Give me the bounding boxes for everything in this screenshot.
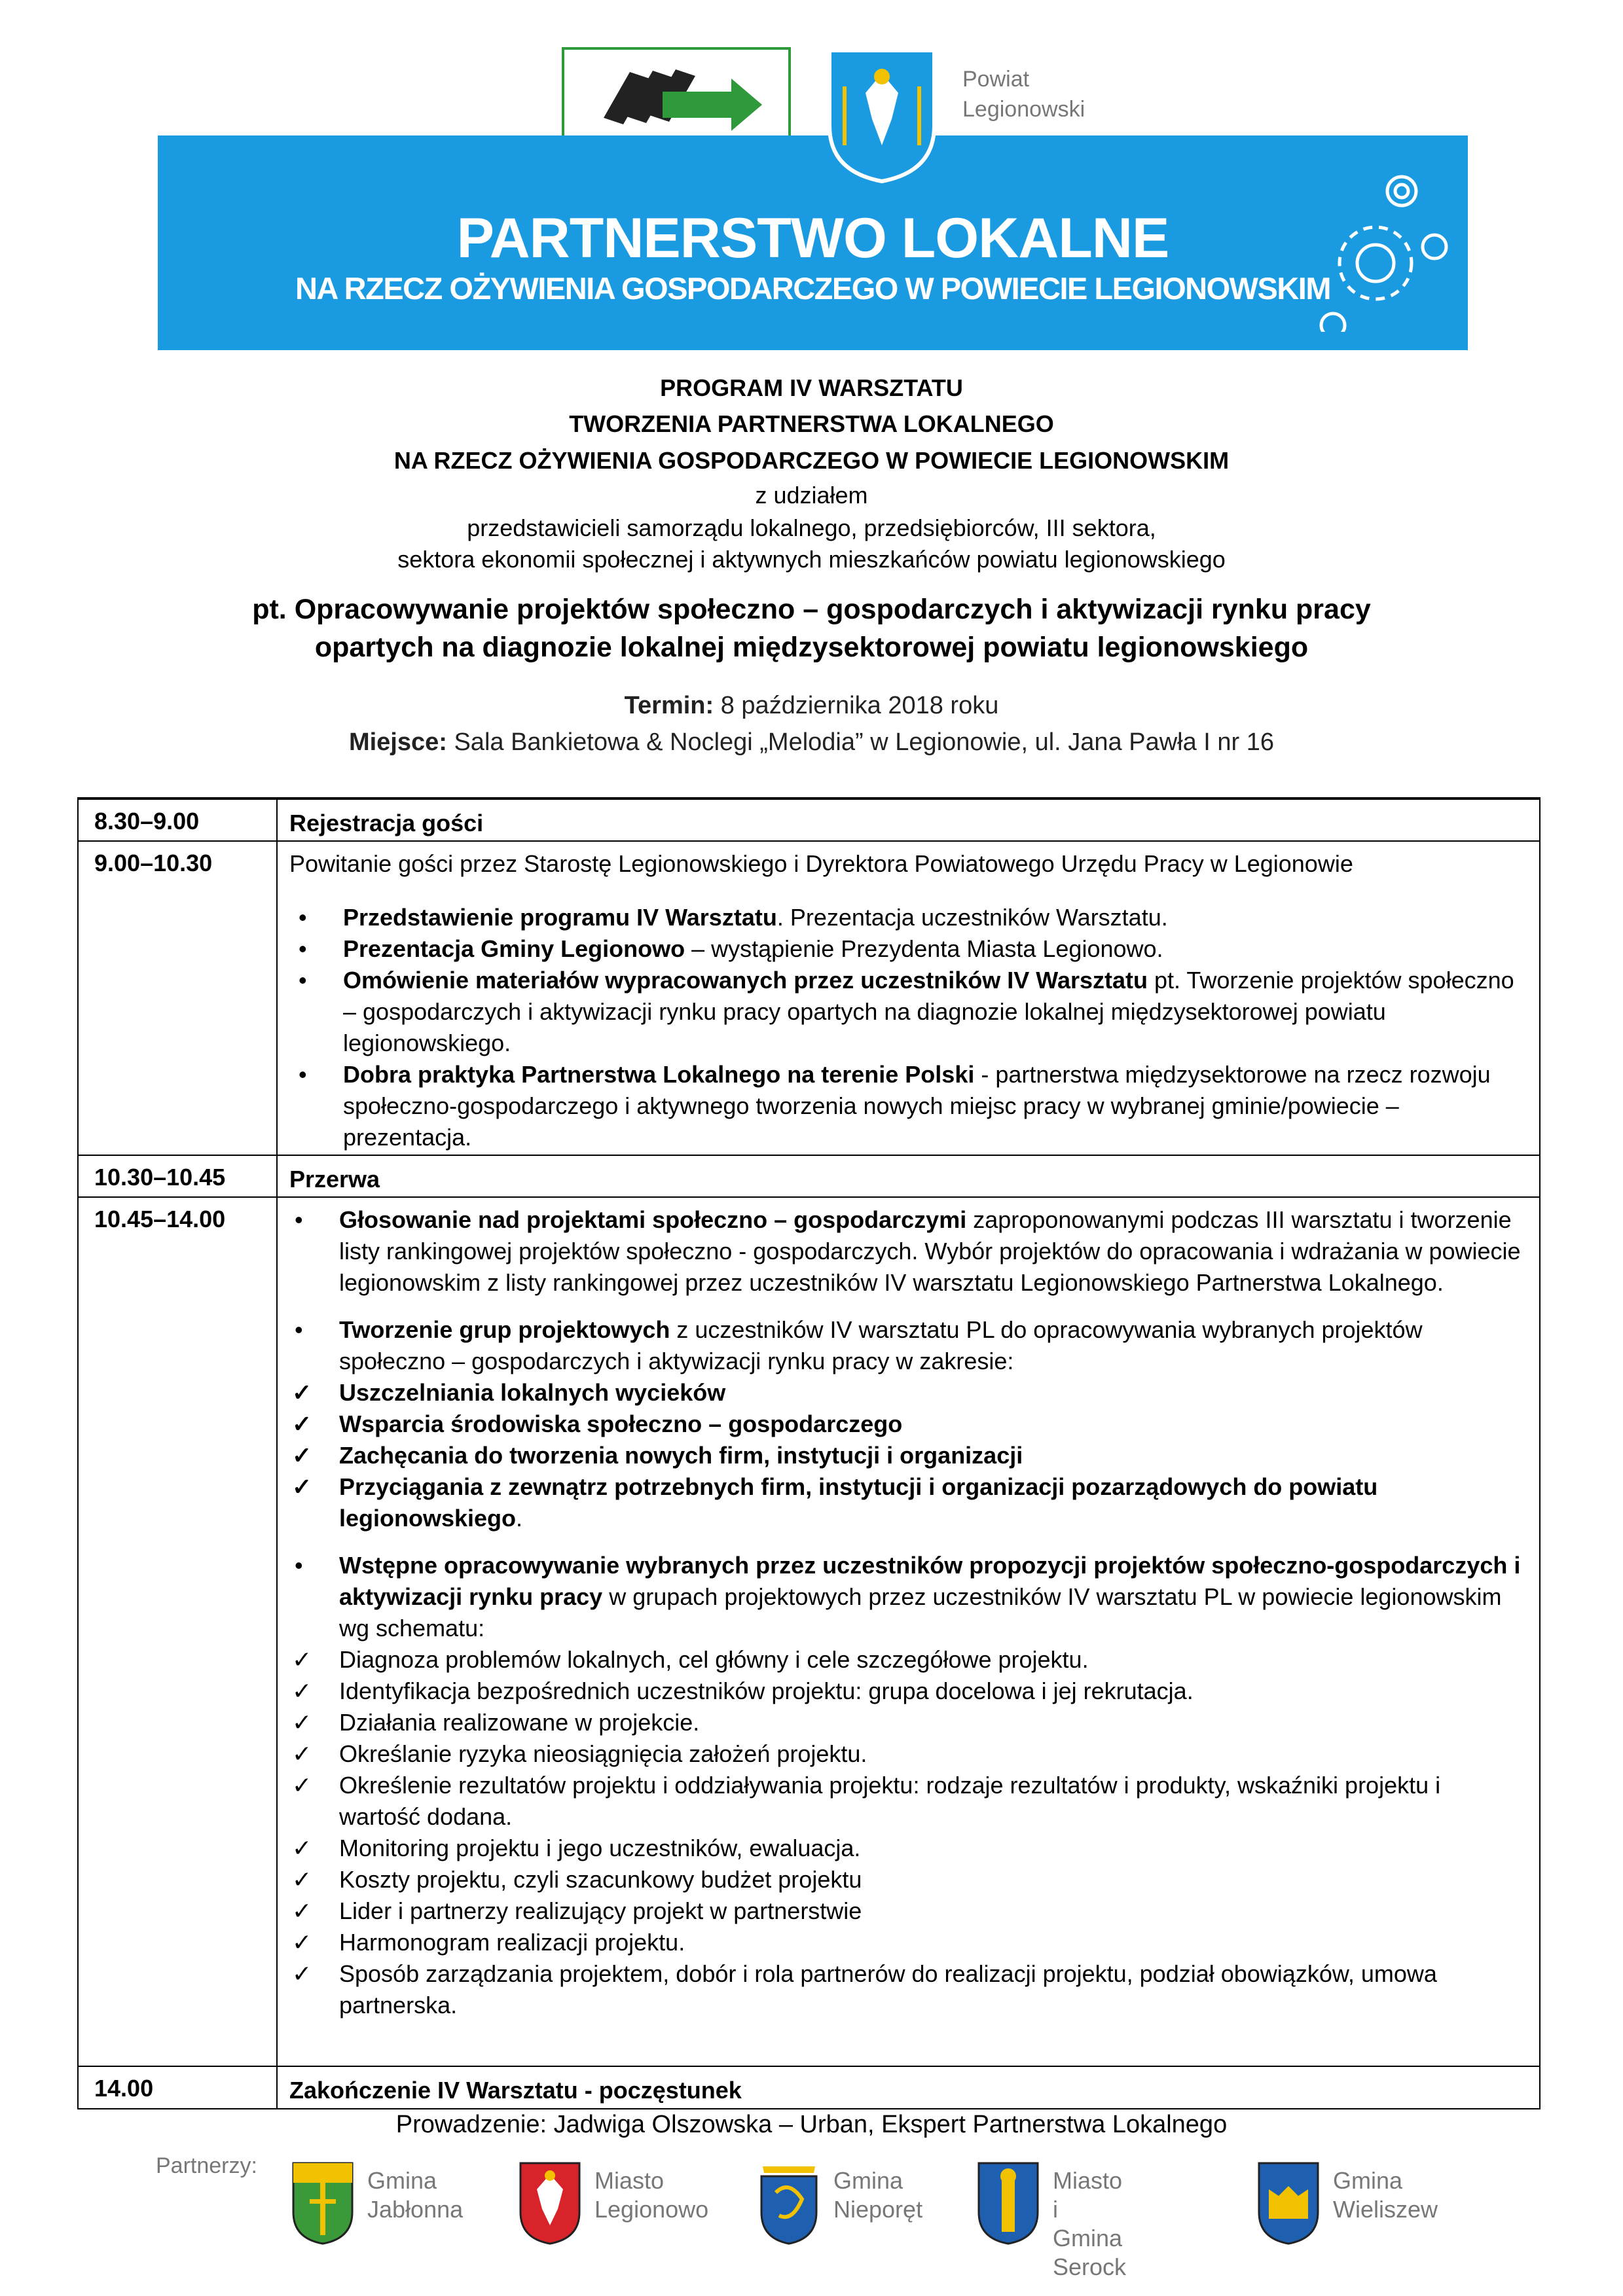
topic-line2: opartych na diagnozie lokalnej międzysektorowej powiatu legionowskiego <box>314 632 1309 663</box>
check-item <box>291 1958 1526 2021</box>
checkmark-icon: ✓ <box>292 1866 312 1893</box>
check-text: Diagnoza problemów lokalnych, cel główny i cele szczegółowe projektu. <box>339 1646 1089 1673</box>
row-time: 8.30–9.00 <box>94 808 200 834</box>
list-item <box>285 1314 1526 1534</box>
table-row <box>79 840 1539 1155</box>
row-title: Rejestracja gości <box>289 810 484 836</box>
miejsce-label: Miejsce: <box>348 728 447 756</box>
check-list <box>291 1377 1526 1534</box>
urzad-pracy-arrow-icon <box>591 59 767 131</box>
check-text: Koszty projektu, czyli szacunkowy budżet projektu <box>339 1866 862 1893</box>
check-text: Sposób zarządzania projektem, dobór i rola partnerów do realizacji projektu, podział obowiązków, umowa partnerska. <box>339 1960 1437 2018</box>
checkmark-icon: ✓ <box>292 1379 312 1406</box>
item-bold: Prezentacja Gminy Legionowo <box>343 935 685 962</box>
row-time: 10.45–14.00 <box>94 1206 226 1232</box>
row-title: Przerwa <box>289 1166 380 1193</box>
table-row <box>79 1196 1539 2066</box>
termin-label: Termin: <box>624 692 714 719</box>
check-text: Określanie ryzyka nieosiągnięcia założeń projektu. <box>339 1740 867 1767</box>
check-item <box>291 1644 1526 1676</box>
item-bold: Wstępne opracowywanie wybranych przez uczestników propozycji projektów społeczno-gospodarczych i aktywizacji rynku pracy <box>339 1552 1521 1610</box>
item-text: – wystąpienie Prezydenta Miasta Legionowo. <box>685 935 1163 962</box>
powiat-legionowski-crest-icon <box>826 47 938 185</box>
row-title: Zakończenie IV Warsztatu - poczęstunek <box>289 2077 742 2104</box>
program-line2: TWORZENIA PARTNERSTWA LOKALNEGO <box>569 410 1054 437</box>
partner-name: Gmina Wieliszew <box>1333 2167 1438 2223</box>
check-item <box>291 1707 1526 1738</box>
list-item <box>289 933 1526 965</box>
check-item <box>291 1864 1526 1895</box>
banner-subtitle: NA RZECZ OŻYWIENIA GOSPODARCZEGO W POWIECIE LEGIONOWSKIM <box>295 271 1330 306</box>
item-text: z uczestników IV warsztatu PL do opracowywania wybranych projektów społeczno – gospodarczych i aktywizacji rynku pracy w zakresie: <box>339 1316 1423 1374</box>
program-line5: przedstawicieli samorządu lokalnego, przedsiębiorców, III sektora, <box>467 514 1156 541</box>
powiat-legionowski-name <box>962 64 1085 124</box>
list-item <box>285 1204 1526 1299</box>
powiat-line1: Powiat <box>962 67 1030 92</box>
check-item <box>291 1440 1526 1471</box>
program-line1: PROGRAM IV WARSZTATU <box>660 374 963 401</box>
schedule-table <box>77 797 1541 2109</box>
row-time: 14.00 <box>94 2075 154 2102</box>
checkmark-icon: ✓ <box>292 1709 312 1736</box>
table-row <box>79 2066 1539 2109</box>
check-text: Działania realizowane w projekcie. <box>339 1709 700 1736</box>
program-line6: sektora ekonomii społecznej i aktywnych mieszkańców powiatu legionowskiego <box>397 546 1226 573</box>
check-item <box>291 1770 1526 1833</box>
workshop-leader: Prowadzenie: Jadwiga Olszowska – Urban, Ekspert Partnerstwa Lokalnego <box>395 2111 1228 2138</box>
partner-name: Gmina Nieporęt <box>833 2167 923 2223</box>
row-time: 9.00–10.30 <box>94 850 213 876</box>
checkmark-icon: ✓ <box>292 1897 312 1924</box>
bullet-list <box>289 902 1526 1153</box>
termin-line <box>0 692 1623 720</box>
item-text: w grupach projektowych przez uczestników IV warsztatu PL w powiecie legionowskim wg schematu: <box>339 1583 1502 1641</box>
item-text: pt. Tworzenie projektów społeczno – gospodarczych i aktywizacji rynku pracy opartych na diagnozie lokalnej międzysektorowej powiatu legionowskiego. <box>343 967 1514 1056</box>
checkmark-icon: ✓ <box>292 1929 312 1956</box>
row-content <box>285 1204 1526 2021</box>
termin-value: 8 października 2018 roku <box>714 692 999 719</box>
check-item <box>291 1927 1526 1958</box>
check-item <box>291 1408 1526 1440</box>
check-item <box>291 1895 1526 1927</box>
check-text: Lider i partnerzy realizujący projekt w partnerstwie <box>339 1897 862 1924</box>
partner-name: Miasto i Gmina Serock <box>1053 2167 1127 2280</box>
partner-name: Gmina Jabłonna <box>367 2167 464 2223</box>
jablonna-crest-icon <box>290 2160 356 2245</box>
legionowo-crest-icon <box>517 2160 583 2245</box>
check-text: Monitoring projektu i jego uczestników, ewaluacja. <box>339 1835 861 1861</box>
item-text: - partnerstwa międzysektorowe na rzecz rozwoju społeczno-gospodarczego i aktywnego tworzenia nowych miejsc pracy w wybranej gminie/powiecie – prezentacja. <box>343 1061 1491 1151</box>
checkmark-icon: ✓ <box>292 1772 312 1799</box>
check-text: Zachęcania do tworzenia nowych firm, instytucji i organizacji <box>339 1442 1023 1469</box>
checkmark-icon: ✓ <box>292 1677 312 1704</box>
topic-line1: pt. Opracowywanie projektów społeczno – gospodarczych i aktywizacji rynku pracy <box>252 594 1371 625</box>
powiat-line2: Legionowski <box>962 97 1085 122</box>
check-item <box>291 1676 1526 1707</box>
check-list <box>291 1644 1526 2021</box>
list-item <box>285 1550 1526 2021</box>
checkmark-icon: ✓ <box>292 1835 312 1861</box>
item-bold: Głosowanie nad projektami społeczno – gospodarczymi <box>339 1206 967 1233</box>
program-line4: z udziałem <box>755 482 868 509</box>
bullet-list <box>285 1204 1526 1299</box>
checkmark-icon: ✓ <box>292 1442 312 1469</box>
checkmark-icon: ✓ <box>292 1960 312 1987</box>
checkmark-icon: ✓ <box>292 1740 312 1767</box>
miejsce-line <box>0 728 1623 757</box>
wieliszew-crest-icon <box>1256 2160 1321 2245</box>
check-text: Wsparcia środowiska społeczno – gospodarczego <box>339 1410 903 1437</box>
item-bold: Dobra praktyka Partnerstwa Lokalnego na terenie Polski <box>343 1061 975 1088</box>
row-time: 10.30–10.45 <box>94 1164 226 1191</box>
check-text: Przyciągania z zewnątrz potrzebnych firm, instytucji i organizacji pozarządowych do powiatu legionowskiego <box>339 1473 1378 1532</box>
item-text: zaproponowanymi podczas III warsztatu i tworzenie listy rankingowej projektów społeczno - gospodarczych. Wybór projektów do opracowania i wdrażania w powiecie legionowskim z listy rankingowej przez uczestników IV warsztatu Legionowskiego Partnerstwa Lokalnego. <box>339 1206 1521 1296</box>
check-text: Określenie rezultatów projektu i oddziaływania projektu: rodzaje rezultatów i produkty, wskaźniki projektu i wartość dodana. <box>339 1772 1441 1830</box>
check-item <box>291 1738 1526 1770</box>
bullet-list <box>285 1314 1526 1534</box>
checkmark-icon: ✓ <box>292 1646 312 1673</box>
serock-crest-icon <box>976 2160 1041 2245</box>
list-item <box>289 965 1526 1059</box>
checkmark-icon: ✓ <box>292 1410 312 1437</box>
table-row <box>79 1155 1539 1196</box>
gears-icon <box>1310 162 1461 332</box>
list-item <box>289 1059 1526 1153</box>
table-row <box>79 798 1539 840</box>
check-item <box>291 1377 1526 1408</box>
item-bold: Przedstawienie programu IV Warsztatu <box>343 904 777 931</box>
check-text: Identyfikacja bezpośrednich uczestników projektu: grupa docelowa i jej rekrutacja. <box>339 1677 1194 1704</box>
item-text: . Prezentacja uczestników Warsztatu. <box>776 904 1168 931</box>
banner-title: PARTNERSTWO LOKALNE <box>456 207 1169 270</box>
bullet-list <box>285 1550 1526 2021</box>
item-bold: Tworzenie grup projektowych <box>339 1316 670 1343</box>
checkmark-icon: ✓ <box>292 1473 312 1500</box>
program-line3: NA RZECZ OŻYWIENIA GOSPODARCZEGO W POWIECIE LEGIONOWSKIM <box>393 447 1230 474</box>
check-text: Harmonogram realizacji projektu. <box>339 1929 685 1956</box>
check-text-end: . <box>516 1505 523 1532</box>
check-item <box>291 1833 1526 1864</box>
partners-label: Partnerzy: <box>156 2153 257 2178</box>
partner-name: Miasto Legionowo <box>594 2167 709 2223</box>
check-item <box>291 1471 1526 1534</box>
row-content <box>289 848 1526 1153</box>
welcome-text: Powitanie gości przez Starostę Legionowskiego i Dyrektora Powiatowego Urzędu Pracy w Legionowie <box>289 850 1353 877</box>
header-banner <box>158 135 1468 350</box>
list-item <box>289 902 1526 933</box>
item-bold: Omówienie materiałów wypracowanych przez uczestników IV Warsztatu <box>343 967 1148 994</box>
miejsce-value: Sala Bankietowa & Noclegi „Melodia” w Legionowie, ul. Jana Pawła I nr 16 <box>447 728 1275 756</box>
nieporet-crest-icon <box>756 2160 822 2245</box>
check-text: Uszczelniania lokalnych wycieków <box>339 1379 726 1406</box>
